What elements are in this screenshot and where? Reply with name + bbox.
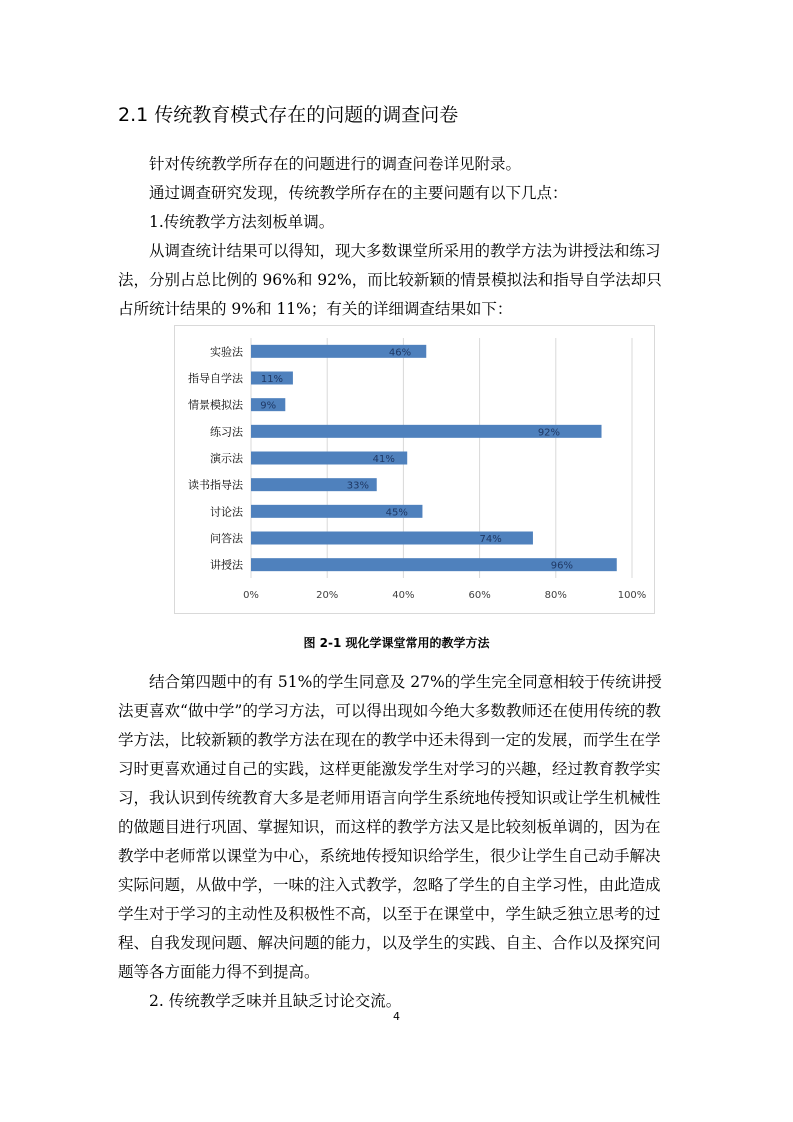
text-line: 习，我认识到传统教育大多是老师用语言向学生系统地传授知识或让学生机械性: [118, 789, 661, 807]
category-label: 读书指导法: [188, 478, 243, 492]
text-line: 学生对于学习的主动性及积极性不高，以至于在课堂中，学生缺乏独立思考的过: [118, 905, 661, 923]
category-label: 讨论法: [210, 505, 243, 519]
text-line: 从调查统计结果可以得知，现大多数课堂所采用的教学方法为讲授法和练习: [149, 242, 661, 260]
text-line: 程、自我发现问题、解决问题的能力，以及学生的实践、自主、合作以及探究问: [118, 934, 661, 952]
figure-caption: 图 2-1 现化学课堂常用的教学方法: [303, 636, 490, 650]
text-line: 实际问题，从做中学，一味的注入式教学，忽略了学生的自主学习性，由此造成: [118, 876, 661, 894]
category-label: 实验法: [210, 345, 243, 359]
intro-paragraph: [118, 150, 678, 324]
bar-chart-container: [174, 325, 655, 614]
text-line: 的做题目进行巩固、掌握知识，而这样的教学方法又是比较刻板单调的，因为在: [118, 818, 661, 836]
data-label: 46%: [388, 347, 412, 359]
category-label: 问答法: [210, 532, 243, 545]
category-label: 情景模拟法: [188, 398, 243, 412]
text-line: 教学中老师常以课堂为中心，系统地传授知识给学生，很少让学生自己动手解决: [118, 847, 661, 865]
text-line: 通过调查研究发现，传统教学所存在的主要问题有以下几点：: [149, 184, 568, 202]
text-line: 1.传统教学方法刻板单调。: [149, 213, 335, 231]
text-line: 2. 传统教学乏味并且缺乏讨论交流。: [149, 992, 402, 1010]
category-label: 讲授法: [210, 558, 243, 572]
text-line: 结合第四题中的有 51%的学生同意及 27%的学生完全同意相较于传统讲授: [149, 673, 662, 691]
data-label: 74%: [479, 534, 502, 545]
data-label: 45%: [385, 507, 408, 519]
x-tick-label: 100%: [617, 590, 647, 601]
category-label: 演示法: [210, 452, 243, 465]
category-label: 指导自学法: [188, 372, 243, 385]
text-line: 习时更喜欢通过自己的实践，这样更能激发学生对学习的兴趣，经过教育教学实: [118, 760, 661, 778]
x-tick-label: 0%: [243, 590, 259, 601]
data-label: 33%: [346, 480, 369, 492]
text-line: 题等各方面能力得不到提高。: [118, 963, 320, 981]
x-tick-label: 80%: [544, 590, 567, 601]
section-heading: 2.1 传统教育模式存在的问题的调查问卷: [118, 104, 459, 126]
text-line: 占所统计结果的 9%和 11%；有关的详细调查结果如下：: [118, 300, 513, 318]
x-tick-label: 20%: [316, 590, 339, 601]
text-line: 法更喜欢“做中学”的学习方法，可以得出现如今绝大多数教师还在使用传统的教: [118, 702, 661, 720]
data-label: 11%: [260, 374, 284, 385]
data-label: 96%: [550, 560, 574, 572]
page-number: 4: [393, 1010, 400, 1023]
data-label: 41%: [372, 454, 395, 465]
text-line: 法，分别占总比例的 96%和 92%，而比较新颖的情景模拟法和指导自学法却只: [118, 271, 662, 289]
bar-chart: [175, 326, 654, 613]
x-tick-label: 40%: [392, 590, 415, 601]
text-line: 针对传统教学所存在的问题进行的调查问卷详见附录。: [149, 155, 522, 173]
data-label: 9%: [260, 400, 277, 412]
category-label: 练习法: [210, 425, 243, 439]
data-label: 92%: [537, 427, 561, 439]
x-tick-label: 60%: [468, 590, 491, 601]
discussion-paragraph: [118, 668, 678, 1016]
text-line: 学方法，比较新颖的教学方法在现在的教学中还未得到一定的发展，而学生在学: [118, 731, 661, 749]
